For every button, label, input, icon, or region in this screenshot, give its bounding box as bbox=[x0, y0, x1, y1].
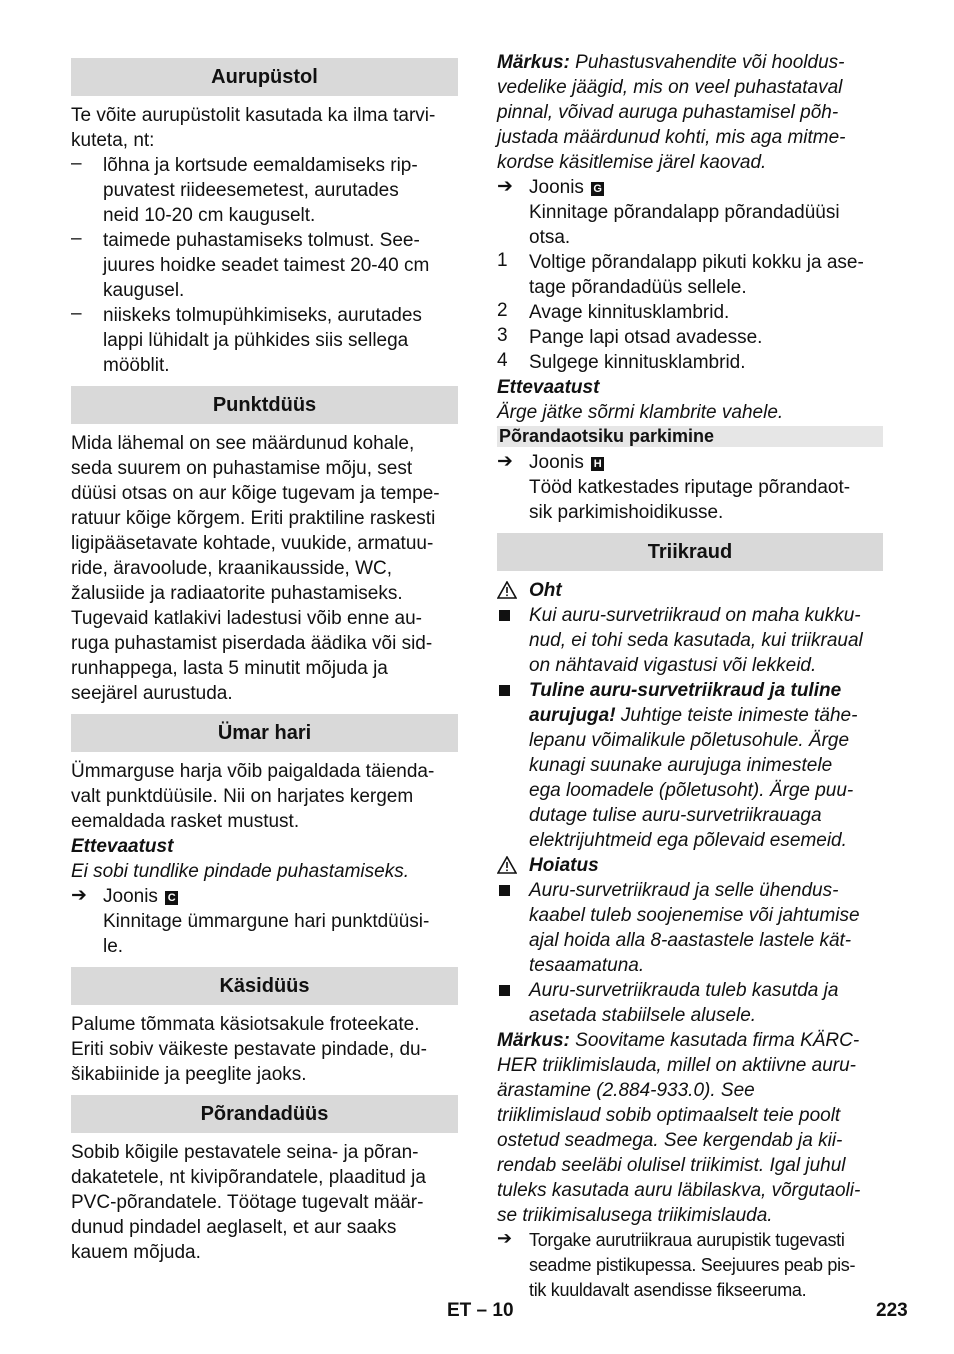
right-column bbox=[497, 50, 883, 1303]
note-line: kordse käsitlemise järel kaovad. bbox=[497, 152, 767, 173]
paragraph-line: Tugevaid katlakivi ladestusi võib enne au- bbox=[71, 608, 422, 629]
paragraph-line: valt punktdüüsile. Nii on harjates kergem bbox=[71, 786, 414, 807]
warning-item bbox=[497, 978, 883, 1028]
paragraph-line: Te võite aurupüstolit kasutada ka ilma tarvi- bbox=[71, 105, 436, 126]
danger-line-bold: Tuline auru-survetriikraud ja tuline bbox=[529, 680, 842, 701]
paragraph-line: PVC-põrandatele. Töötage tugevalt määr- bbox=[71, 1192, 424, 1213]
danger-emphasis: aurujuga! bbox=[529, 705, 616, 726]
warning-line: Auru-survetriikraud ja selle ühendus- bbox=[529, 880, 839, 901]
list-item-line: lappi lühidalt ja pühkides siis sellega bbox=[103, 330, 409, 351]
section-heading-kasiduus: Käsidüüs bbox=[71, 967, 458, 1005]
instruction-line: Kinnitage põrandalapp põrandadüüsi bbox=[529, 202, 840, 223]
note-line: HER triiklimislauda, millel on aktiivne auru- bbox=[497, 1055, 857, 1076]
warning-line: asetada stabiilsele alusele. bbox=[529, 1005, 757, 1026]
arrow-right-icon: ➔ bbox=[497, 451, 513, 472]
paragraph-line: dunud pindadel aeglaselt, et aur saaks bbox=[71, 1217, 397, 1238]
paragraph-line: ligipääsetavate kohtade, vuukide, armatuu- bbox=[71, 533, 434, 554]
caution-label: Ettevaatust bbox=[71, 836, 174, 857]
instruction-line: otsa. bbox=[529, 227, 571, 248]
section-heading-umar-hari: Ümar hari bbox=[71, 714, 458, 752]
danger-line: ega loomadele (põletusoht). Ärge puu- bbox=[529, 780, 854, 801]
instruction-line: Kinnitage ümmargune hari punktdüüsi- bbox=[103, 911, 430, 932]
danger-line: on nähtavaid vigastusi või lekkeid. bbox=[529, 655, 817, 676]
dash-bullet: – bbox=[71, 303, 82, 324]
page-number: 223 bbox=[876, 1300, 908, 1321]
instruction-line: le. bbox=[103, 936, 124, 957]
left-column bbox=[71, 50, 458, 1265]
paragraph-line: Ümmarguse harja võib paigaldada täienda- bbox=[71, 761, 435, 782]
section-heading-triikraud: Triikraud bbox=[497, 533, 883, 571]
list-item bbox=[71, 228, 458, 303]
arrow-right-icon: ➔ bbox=[497, 1228, 512, 1248]
list-item-line: puvatest riideesemetest, aurutades bbox=[103, 180, 399, 201]
arrow-right-icon: ➔ bbox=[497, 176, 513, 197]
danger-line: Kui auru-survetriikraud on maha kukku- bbox=[529, 605, 861, 626]
note-line: Puhastusvahendite või hooldus- bbox=[575, 52, 845, 73]
subsection-heading-parking: Põrandaotsiku parkimine bbox=[497, 426, 883, 447]
paragraph-line: dakatetele, nt kivipõrandatele, plaaditud ja bbox=[71, 1167, 426, 1188]
paragraph-line: Eriti sobiv väikeste pestavate pindade, du- bbox=[71, 1039, 427, 1060]
figure-letter-badge: G bbox=[591, 182, 604, 196]
list-item bbox=[71, 153, 458, 228]
list-item-line: juures hoidke seadet taimest 20-40 cm bbox=[103, 255, 430, 276]
punktduus-paragraph bbox=[71, 431, 458, 706]
numbered-step bbox=[497, 350, 883, 375]
paragraph-line: Mida lähemal on see määrdunud kohale, bbox=[71, 433, 415, 454]
caution-text: Ärge jätke sõrmi klambrite vahele. bbox=[497, 402, 784, 423]
square-bullet-icon bbox=[499, 610, 510, 621]
list-item-line: taimede puhastamiseks tolmust. See- bbox=[103, 230, 420, 251]
danger-item bbox=[497, 603, 883, 678]
instruction-line: Torgake aurutriikraua aurupistik tugevasti bbox=[529, 1230, 845, 1250]
paragraph-line: žalusiide ja radiaatorite puhastamiseks. bbox=[71, 583, 403, 604]
dash-bullet: – bbox=[71, 153, 82, 174]
danger-label: Oht bbox=[529, 580, 562, 601]
figure-label: Joonis bbox=[529, 177, 584, 198]
square-bullet-icon bbox=[499, 885, 510, 896]
instruction-line: Tööd katkestades riputage põrandaot- bbox=[529, 477, 851, 498]
step-line: Sulgege kinnitusklambrid. bbox=[529, 352, 746, 373]
note-line: se triikimisalusega triikimislauda. bbox=[497, 1205, 773, 1226]
danger-line: kunagi suunake aurujuga inimestele bbox=[529, 755, 833, 776]
footer-section-label: ET – 10 bbox=[447, 1300, 514, 1321]
figure-label: Joonis bbox=[103, 886, 158, 907]
paragraph-line: eemaldada rasket mustust. bbox=[71, 811, 300, 832]
instruction-line: tik kuuldavalt asendisse fikseeruma. bbox=[529, 1280, 807, 1300]
note-label: Märkus: bbox=[497, 1030, 570, 1051]
note-line: ärastamine (2.884-933.0). See bbox=[497, 1080, 755, 1101]
paragraph-line: kuteta, nt: bbox=[71, 130, 155, 151]
danger-item bbox=[497, 678, 883, 853]
danger-line: Juhtige teiste inimeste tähe- bbox=[615, 705, 858, 726]
list-item-line: neid 10-20 cm kauguselt. bbox=[103, 205, 316, 226]
section-heading-aurupustol: Aurupüstol bbox=[71, 58, 458, 96]
instruction-line: sik parkimishoidikusse. bbox=[529, 502, 724, 523]
warning-label: Hoiatus bbox=[529, 855, 599, 876]
step-line: tage põrandadüüs sellele. bbox=[529, 277, 747, 298]
figure-letter-badge: C bbox=[165, 891, 178, 905]
paragraph-line: ratuur kõige kõrgem. Eriti praktiline raskesti bbox=[71, 508, 436, 529]
paragraph-line: seejärel aurustuda. bbox=[71, 683, 233, 704]
list-item-line: kaugusel. bbox=[103, 280, 185, 301]
list-item-line: mööblit. bbox=[103, 355, 170, 376]
warning-line: Auru-survetriikrauda tuleb kasutda ja bbox=[529, 980, 839, 1001]
warning-line: ajal hoida alla 8-aastastele lastele kät- bbox=[529, 930, 852, 951]
warning-line: tesaamatuna. bbox=[529, 955, 645, 976]
dash-bullet: – bbox=[71, 228, 82, 249]
paragraph-line: Palume tõmmata käsiotsakule froteekate. bbox=[71, 1014, 420, 1035]
section-heading-punktduus: Punktdüüs bbox=[71, 386, 458, 424]
note-line: justada määrdunud kohti, mis aga mitme- bbox=[497, 127, 846, 148]
step-number: 1 bbox=[497, 250, 508, 271]
paragraph-line: runhappega, lasta 5 minutit mõjuda ja bbox=[71, 658, 388, 679]
figure-reference bbox=[497, 175, 883, 250]
numbered-step bbox=[497, 325, 883, 350]
square-bullet-icon bbox=[499, 685, 510, 696]
list-item-line: lõhna ja kortsude eemaldamiseks rip- bbox=[103, 155, 418, 176]
warning-triangle-icon bbox=[497, 581, 517, 599]
list-item bbox=[71, 303, 458, 378]
paragraph-line: seda suurem on puhastamise mõju, sest bbox=[71, 458, 413, 479]
step-number: 2 bbox=[497, 300, 508, 321]
step-line: Voltige põrandalapp pikuti kokku ja ase- bbox=[529, 252, 864, 273]
section-heading-porandaduus: Põrandadüüs bbox=[71, 1095, 458, 1133]
danger-label-row bbox=[497, 578, 883, 603]
caution-text: Ei sobi tundlike pindade puhastamiseks. bbox=[71, 861, 409, 882]
caution-label: Ettevaatust bbox=[497, 377, 600, 398]
paragraph-line: Sobib kõigile pestavatele seina- ja põran- bbox=[71, 1142, 419, 1163]
warning-label-row bbox=[497, 853, 883, 878]
note-line: pinnal, võivad auruga puhastamisel põh- bbox=[497, 102, 839, 123]
danger-line: dutage tulise auru-survetriikrauaga bbox=[529, 805, 822, 826]
note-line: ostetud seadmega. See kergendab ja kii- bbox=[497, 1130, 843, 1151]
danger-line: lepanu võimalikule põletusohule. Ärge bbox=[529, 730, 850, 751]
warning-line: kaabel tuleb soojenemise või jahtumise bbox=[529, 905, 860, 926]
note-line: tuleks kasutada auru läbilaskva, võrgutaoli- bbox=[497, 1180, 861, 1201]
note-line: triiklimislaud sobib optimaalselt teie poolt bbox=[497, 1105, 841, 1126]
final-instruction bbox=[497, 1228, 883, 1303]
step-number: 3 bbox=[497, 325, 508, 346]
paragraph-line: kauem mõjuda. bbox=[71, 1242, 201, 1263]
figure-label: Joonis bbox=[529, 452, 584, 473]
warning-triangle-icon bbox=[497, 856, 517, 874]
square-bullet-icon bbox=[499, 985, 510, 996]
danger-line: nud, ei tohi seda kasutada, kui triikraual bbox=[529, 630, 863, 651]
note-line: Soovitame kasutada firma KÄRC- bbox=[575, 1030, 860, 1051]
figure-letter-badge: H bbox=[591, 457, 604, 471]
warning-item bbox=[497, 878, 883, 978]
numbered-step bbox=[497, 250, 883, 300]
step-line: Avage kinnitusklambrid. bbox=[529, 302, 730, 323]
note-line: rendab seeläbi olulisel triikimist. Igal juhul bbox=[497, 1155, 846, 1176]
numbered-step bbox=[497, 300, 883, 325]
instruction-line: seadme pistikupessa. Seejuures peab pis- bbox=[529, 1255, 856, 1275]
step-number: 4 bbox=[497, 350, 508, 371]
paragraph-line: düüsi otsas on aur kõige tugevam ja tempe- bbox=[71, 483, 440, 504]
paragraph-line: šikabiinide ja peeglite jaoks. bbox=[71, 1064, 307, 1085]
figure-reference bbox=[71, 884, 458, 959]
note-line: vedelike jäägid, mis on veel puhastataval bbox=[497, 77, 843, 98]
figure-reference bbox=[497, 450, 883, 525]
list-item-line: niiskeks tolmupühkimiseks, aurutades bbox=[103, 305, 422, 326]
step-line: Pange lapi otsad avadesse. bbox=[529, 327, 763, 348]
paragraph-line: ride, äravoolude, kraanikausside, WC, bbox=[71, 558, 393, 579]
arrow-right-icon: ➔ bbox=[71, 885, 87, 906]
paragraph-line: ruga puhastamist piserdada äädika või sid- bbox=[71, 633, 433, 654]
note-label: Märkus: bbox=[497, 52, 570, 73]
danger-line: elektrijuhtmeid ega põlevaid esemeid. bbox=[529, 830, 847, 851]
